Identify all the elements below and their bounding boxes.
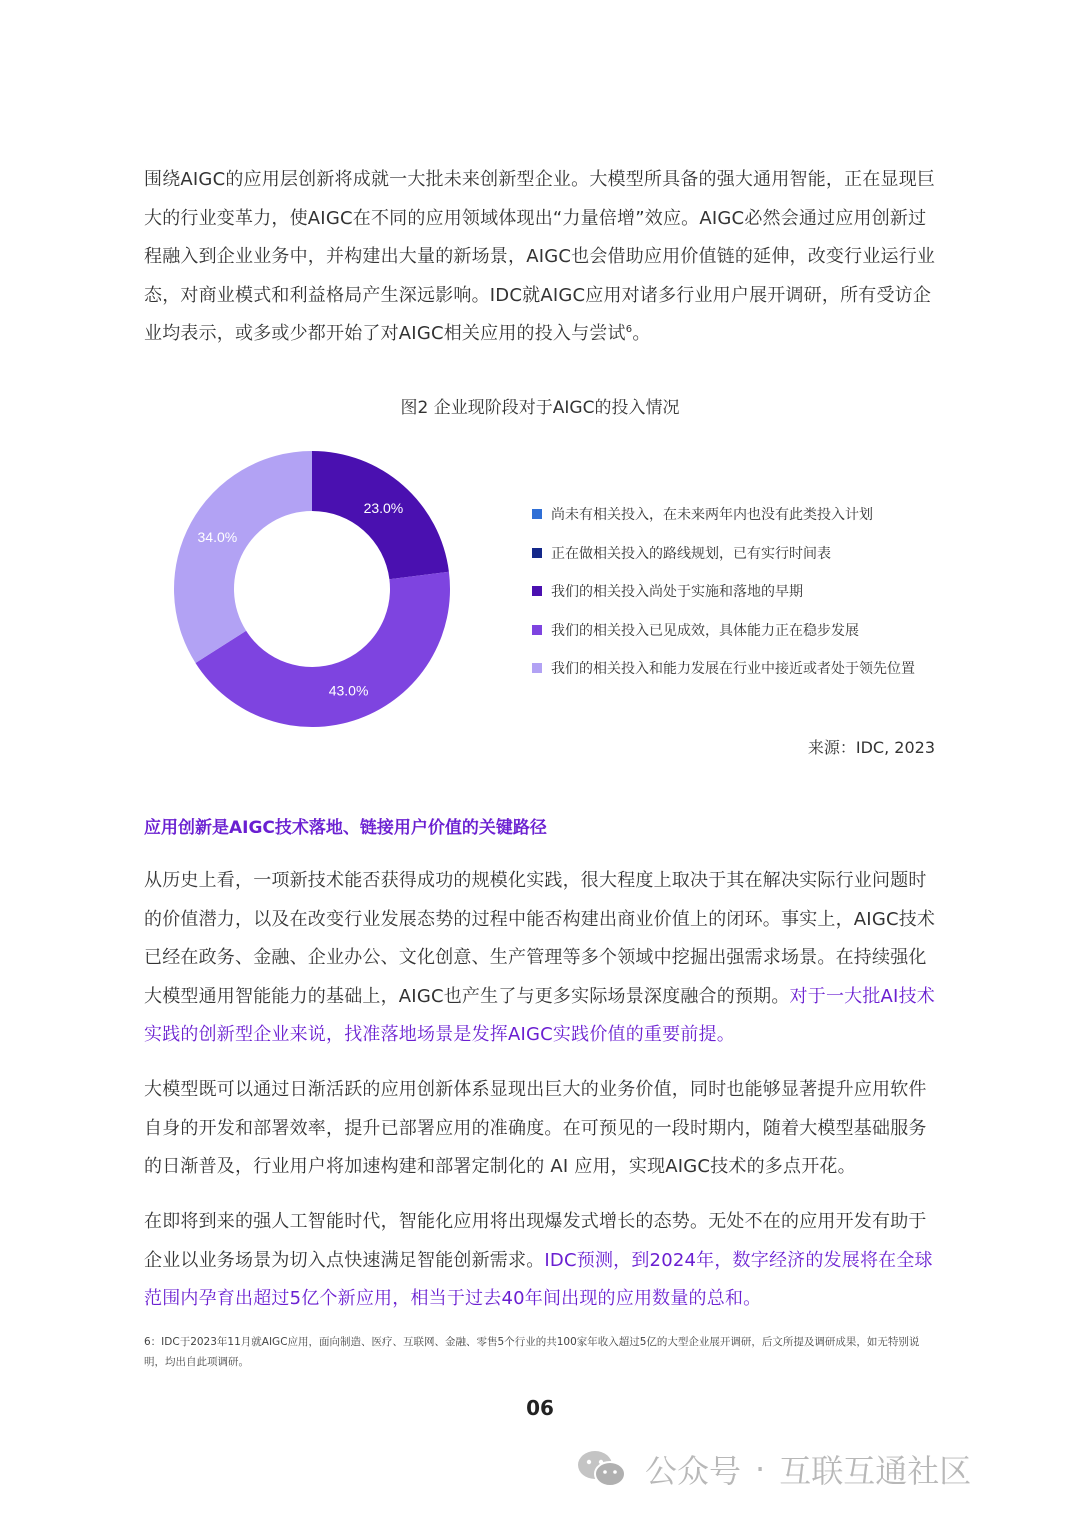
source-note: 来源：IDC, 2023 — [807, 738, 935, 757]
legend-swatch — [532, 586, 542, 596]
paragraph-history: 从历史上看，一项新技术能否获得成功的规模化实践，很大程度上取决于其在解决实际行业问题时的价值潜力，以及在改变行业发展态势的过程中能否构建出商业价值上的闭环。事实上，AIGC技术已经在政务、金融、企业办公、文化创意、生产管理等多个领域中挖掘出强需求场景。在持续强化大模型通用智能能力的基础上，AIGC也产生了与更多实际场景深度融合的预期。对于一大批AI技术实践的创新型企业来说，找准落地场景是发挥AIGC实践价值的重要前提。 — [144, 870, 936, 1045]
highlight-text: 对于一大批AI技术实践的创新型企业来说，找准落地场景是发挥AIGC实践价值的重要前提。 — [144, 985, 935, 1045]
legend-item — [532, 495, 915, 534]
legend-label: 尚未有相关投入，在未来两年内也没有此类投入计划 — [551, 507, 873, 524]
donut-chart — [160, 440, 480, 740]
watermark-account-label: 公众号 — [645, 1452, 742, 1490]
watermark — [575, 1446, 971, 1492]
slice-data-label: 34.0% — [197, 528, 238, 545]
legend-swatch — [532, 625, 542, 635]
legend-item — [532, 572, 915, 611]
paragraph-models: 大模型既可以通过日渐活跃的应用创新体系显现出巨大的业务价值，同时也能够显著提升应用软件自身的开发和部署效率，提升已部署应用的准确度。在可预见的一段时期内，随着大模型基础服务的日渐普及，行业用户将加速构建和部署定制化的 AI 应用，实现AIGC技术的多点开花。 — [144, 1079, 927, 1177]
intro-paragraph: 围绕AIGC的应用层创新将成就一大批未来创新型企业。大模型所具备的强大通用智能，正在显现巨大的行业变革力，使AIGC在不同的应用领域体现出“力量倍增”效应。AIGC必然会通过应用创新过程融入到企业业务中，并构建出大量的新场景，AIGC也会借助应用价值链的延伸，改变行业运行业态，对商业模式和利益格局产生深远影响。IDC就AIGC应用对诸多行业用户展开调研，所有受访企业均表示，或多或少都开始了对AIGC相关应用的投入与尝试$^6$。 — [144, 169, 936, 344]
slice-data-label: 43.0% — [328, 682, 369, 699]
highlight-text: IDC预测，到2024年，数字经济的发展将在全球范围内孕育出超过5亿个新应用，相当于过去40年间出现的应用数量的总和。 — [144, 1249, 933, 1309]
wechat-icon — [575, 1449, 629, 1489]
legend-item — [532, 534, 915, 573]
legend-label: 正在做相关投入的路线规划，已有实行时间表 — [551, 545, 831, 562]
legend-swatch — [532, 548, 542, 558]
donut-slice — [174, 451, 312, 663]
paragraph-forecast: 在即将到来的强人工智能时代，智能化应用将出现爆发式增长的态势。无处不在的应用开发有助于企业以业务场景为切入点快速满足智能创新需求。IDC预测，到2024年，数字经济的发展将在全球范围内孕育出超过5亿个新应用，相当于过去40年间出现的应用数量的总和。 — [144, 1211, 933, 1309]
watermark-name: 互联互通社区 — [779, 1452, 972, 1490]
page-number: 06 — [526, 1396, 554, 1420]
section-heading: 应用创新是AIGC技术落地、链接用户价值的关键路径 — [144, 818, 547, 838]
figure-title: 图2 企业现阶段对于AIGC的投入情况 — [400, 398, 680, 418]
slice-data-label: 23.0% — [363, 499, 404, 516]
legend-label: 我们的相关投入已见成效，具体能力正在稳步发展 — [551, 622, 859, 639]
legend-item — [532, 611, 915, 650]
watermark-separator: · — [755, 1450, 766, 1488]
legend-swatch — [532, 509, 542, 519]
footnote-ref: 6 — [625, 324, 633, 335]
legend-swatch — [532, 663, 542, 673]
legend-label: 我们的相关投入尚处于实施和落地的早期 — [551, 584, 803, 601]
footnote: 6：IDC于2023年11月就AIGC应用，面向制造、医疗、互联网、金融、零售5个行业的共100家年收入超过5亿的大型企业展开调研，后文所提及调研成果，如无特别说明，均出自此项调研。 — [144, 1336, 920, 1368]
legend-label: 我们的相关投入和能力发展在行业中接近或者处于领先位置 — [551, 661, 915, 678]
legend-item — [532, 649, 915, 688]
chart-legend — [532, 495, 915, 688]
